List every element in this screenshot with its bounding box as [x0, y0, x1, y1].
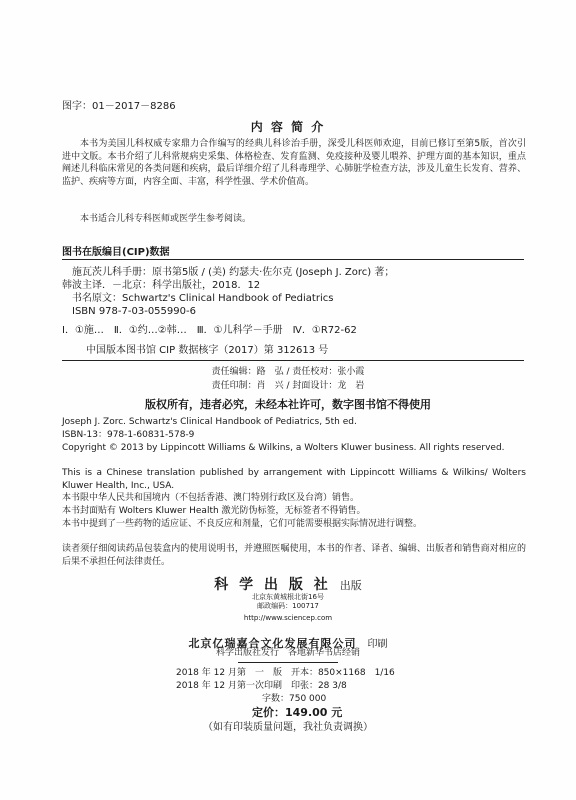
anti-counterfeit-notice: 本书封面贴有 Wolters Kluwer Health 激光防伪标签，无标签者不得销售。: [62, 506, 366, 516]
translation-arrangement: This is a Chinese translation published by arrangement with Lippincott Williams & Wilkins/ Wolters Kluwer Health, Inc., USA.: [62, 468, 526, 491]
cip-record-number: 中国版本图书馆 CIP 数据核字（2017）第 312613 号: [86, 345, 329, 356]
cip-divider-bottom: [62, 360, 524, 361]
copyright-warning: 版权所有，违者必究，未经本社许可，数字图书馆不得使用: [145, 398, 431, 411]
cip-publisher-line: 韩波主译．－北京：科学出版社，2018．12: [62, 280, 261, 291]
cip-original-title: 书名原文：Schwartz's Clinical Handbook of Pediatrics: [72, 293, 334, 304]
cip-title-line: 施瓦茨儿科手册：原书第5版 / (美) 约瑟夫·佐尔克 (Joseph J. Zorc) 著；: [72, 267, 395, 278]
summary-title: 内 容 简 介: [250, 120, 326, 134]
distribution-line: 科学出版社发行 各地新华书店经销: [215, 648, 360, 658]
quality-notice: （如有印装质量问题，我社负责调换）: [203, 722, 373, 733]
cip-classification: Ⅰ．①施… Ⅱ．①约…②韩… Ⅲ．①儿科学－手册 Ⅳ．①R72-62: [62, 325, 357, 336]
publisher-url: http://www.sciencep.com: [243, 614, 333, 622]
publisher-block: [0, 574, 576, 594]
publisher-address: 北京东黄城根北街16号: [252, 593, 324, 601]
summary-paragraph: 本书为美国儿科权威专家鼎力合作编写的经典儿科诊治手册，深受儿科医师欢迎，目前已修订至第5版，首次引进中文版。本书介绍了儿科常规病史采集、体格检查、发育监测、免疫接种及婴儿喂养、护理方面的基本知识，重点阐述儿科临床常见的各类问题和疾病，最后详细介绍了儿科毒理学、心肺脏学检查方法，涉及儿童生长发育、营养、监护、疾病等方面，内容全面、丰富，科学性强、学术价值高。: [62, 139, 526, 187]
copyright-statement: Copyright © 2013 by Lippincott Williams & Wilkins, a Wolters Kluwer business. All rights reserved.: [62, 443, 505, 453]
summary-audience: 本书适合儿科专科医师或医学生参考阅读。: [80, 214, 252, 224]
original-citation: Joseph J. Zorc. Schwartz's Clinical Handbook of Pediatrics, 5th ed.: [62, 417, 357, 427]
publisher-postcode: 邮政编码：100717: [257, 602, 319, 610]
cip-heading: 图书在版编目(CIP)数据: [62, 247, 170, 258]
printing-line: 2018 年 12 月第一次印刷 印张：28 3/8: [176, 681, 347, 691]
sales-region-notice: 本书限中华人民共和国境内（不包括香港、澳门特别行政区及台湾）销售。: [62, 493, 360, 503]
liability-disclaimer: 读者须仔细阅读药品包装盒内的使用说明书，并遵照医嘱使用，本书的作者、译者、编辑、出版者和销售商对相应的后果不承担任何法律责任。: [62, 544, 526, 567]
price: 定价：149.00 元: [252, 706, 343, 719]
word-count: 字数：750 000: [262, 694, 327, 704]
cip-divider: [62, 259, 524, 260]
publisher-suffix: 出版: [339, 579, 362, 592]
dosage-notice: 本书中提到了一些药物的适应证、不良反应和剂量，它们可能需要根据实际情况进行调整。: [62, 519, 423, 529]
edition-line: 2018 年 12 月第 一 版 开本：850×1168 1/16: [176, 668, 395, 678]
printer-name: 北京亿瑞嘉合文化发展有限公司: [188, 637, 357, 650]
editor-credits: 责任编辑：路 弘 / 责任校对：张小霞: [211, 367, 365, 377]
original-isbn: ISBN-13：978-1-60831-578-9: [62, 430, 195, 440]
publisher-name: 科 学 出 版 社: [214, 577, 331, 593]
printer-divider: [238, 662, 338, 663]
copyright-registration-number: 图字：01－2017－8286: [62, 101, 176, 112]
printer-action: 印刷: [367, 639, 388, 650]
production-credits: 责任印制：肖 兴 / 封面设计：龙 岩: [211, 381, 365, 391]
cip-isbn: ISBN 978-7-03-055990-6: [72, 306, 196, 317]
